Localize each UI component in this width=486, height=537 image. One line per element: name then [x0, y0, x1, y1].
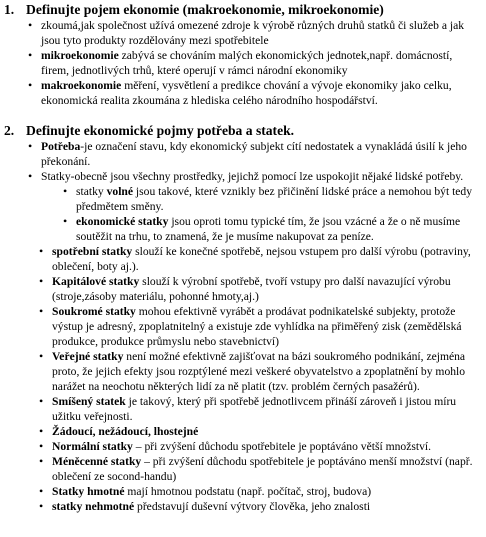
list-item	[52, 454, 480, 484]
list-item	[52, 304, 480, 349]
item-text: měření, vysvětlení a predikce chování a vývoje ekonomiky jako celku, ekonomická realita zkoumána z hlediska celého národního hospodářství.	[41, 79, 452, 107]
item-text: – při zvýšení důchodu spotřebitele je poptáváno větší množství.	[132, 440, 431, 453]
item-term: Statky hmotné	[52, 485, 125, 498]
item-term: mikroekonomie	[41, 49, 119, 62]
item-text: jsou takové, které vznikly bez přičinění lidské práce a nemohou být tedy předmětem směny.	[76, 185, 473, 213]
item-text: zkoumá,jak společnost užívá omezené zdroje k výrobě různých druhů statků či služeb a jak jsou tyto produkty rozdělovány mezi spotřebitele	[41, 19, 465, 47]
section-heading	[4, 2, 480, 18]
list-item	[52, 244, 480, 274]
statky-sublist	[76, 184, 480, 244]
list-item	[52, 349, 480, 394]
section-1-list	[41, 18, 480, 108]
list-item	[52, 424, 480, 439]
item-text: zabývá se chováním malých ekonomických jednotek,např. domácností, firem, jednotlivých trhů, které operují v rámci národní ekonomiky	[41, 49, 453, 77]
item-term: statky nehmotné	[52, 500, 135, 513]
spacer	[4, 108, 480, 123]
item-term: Potřeba	[41, 140, 81, 153]
item-text: mají hmotnou podstatu (např. počítač, stroj, budova)	[124, 485, 372, 498]
item-text: – při zvýšení důchodu spotřebitele je poptáváno menší množství (např. oblečení ze socond-handu)	[52, 455, 473, 483]
item-text: je takový, který při spotřebě jednotlivcem přináší zároveň i jistou míru užitku veřejnosti.	[52, 395, 457, 423]
statky-types-list	[52, 244, 480, 514]
list-item	[52, 499, 480, 514]
section-title: Definujte pojem ekonomie (makroekonomie, mikroekonomie)	[26, 2, 384, 17]
list-item	[41, 78, 480, 108]
sublist-item	[76, 214, 480, 244]
item-term: Žádoucí, nežádoucí, lhostejné	[52, 425, 199, 438]
item-text: není možné efektivně zajišťovat na bázi soukromého podnikání, zejména proto, že jejich efekty jsou rozptýlené mezi veškeré obyvatelstvo a zpoplatnění by mohlo narážet na neochotu některých lidí za ně platit (tzv. problém černých pasažérů).	[52, 350, 466, 393]
section-number: 2.	[4, 123, 15, 138]
item-text: Statky-obecně jsou všechny prostředky, jejichž pomocí lze uspokojit nějaké lidské potřeby.	[41, 170, 464, 183]
item-term: Kapitálové statky	[52, 275, 140, 288]
item-term: makroekonomie	[41, 79, 122, 92]
item-prefix: statky	[76, 185, 107, 198]
item-term: Smíšený statek	[52, 395, 126, 408]
item-term: Normální statky	[52, 440, 133, 453]
section-title: Definujte ekonomické pojmy potřeba a statek.	[26, 123, 295, 138]
item-term: ekonomické statky	[76, 215, 169, 228]
list-item	[52, 394, 480, 424]
section-2-list	[41, 139, 480, 184]
section-number: 1.	[4, 2, 15, 17]
list-item	[41, 139, 480, 169]
item-term: Soukromé statky	[52, 305, 136, 318]
sublist-item	[76, 184, 480, 214]
list-item	[52, 274, 480, 304]
item-text: -je označení stavu, kdy ekonomický subjekt cítí nedostatek a vynakládá úsilí k jeho překonání.	[41, 140, 467, 168]
item-text: jsou oproti tomu typické tím, že jsou vzácné a že o ně musíme soutěžit na trhu, to znamená, že je musíme nakupovat za peníze.	[76, 215, 461, 243]
item-term: Méněcenné statky	[52, 455, 142, 468]
list-item	[52, 484, 480, 499]
list-item	[41, 48, 480, 78]
list-item	[41, 169, 480, 184]
list-item	[41, 18, 480, 48]
item-text: slouží ke konečné spotřebě, nejsou vstupem pro další výrobu (potraviny, oblečení, boty aj.).	[52, 245, 471, 273]
item-term: Veřejné statky	[52, 350, 124, 363]
item-text: představují duševní výtvory člověka, jeho znalosti	[134, 500, 371, 513]
section-heading	[4, 123, 480, 139]
item-term: spotřební statky	[52, 245, 133, 258]
list-item	[52, 439, 480, 454]
item-text: slouží k výrobní spotřebě, tvoří vstupy pro další navazující výrobu (stroje,zásoby materiálu, pohonné hmoty,aj.)	[52, 275, 451, 303]
item-text: mohou efektivně vyrábět a prodávat podnikatelské subjekty, protože výstup je adresný, zpoplatnitelný a existuje zde vyhlídka na přiměřený zisk (zemědělská produkce, produkce průmyslu nebo stavebnictví)	[52, 305, 462, 348]
item-term: volné	[106, 185, 134, 198]
